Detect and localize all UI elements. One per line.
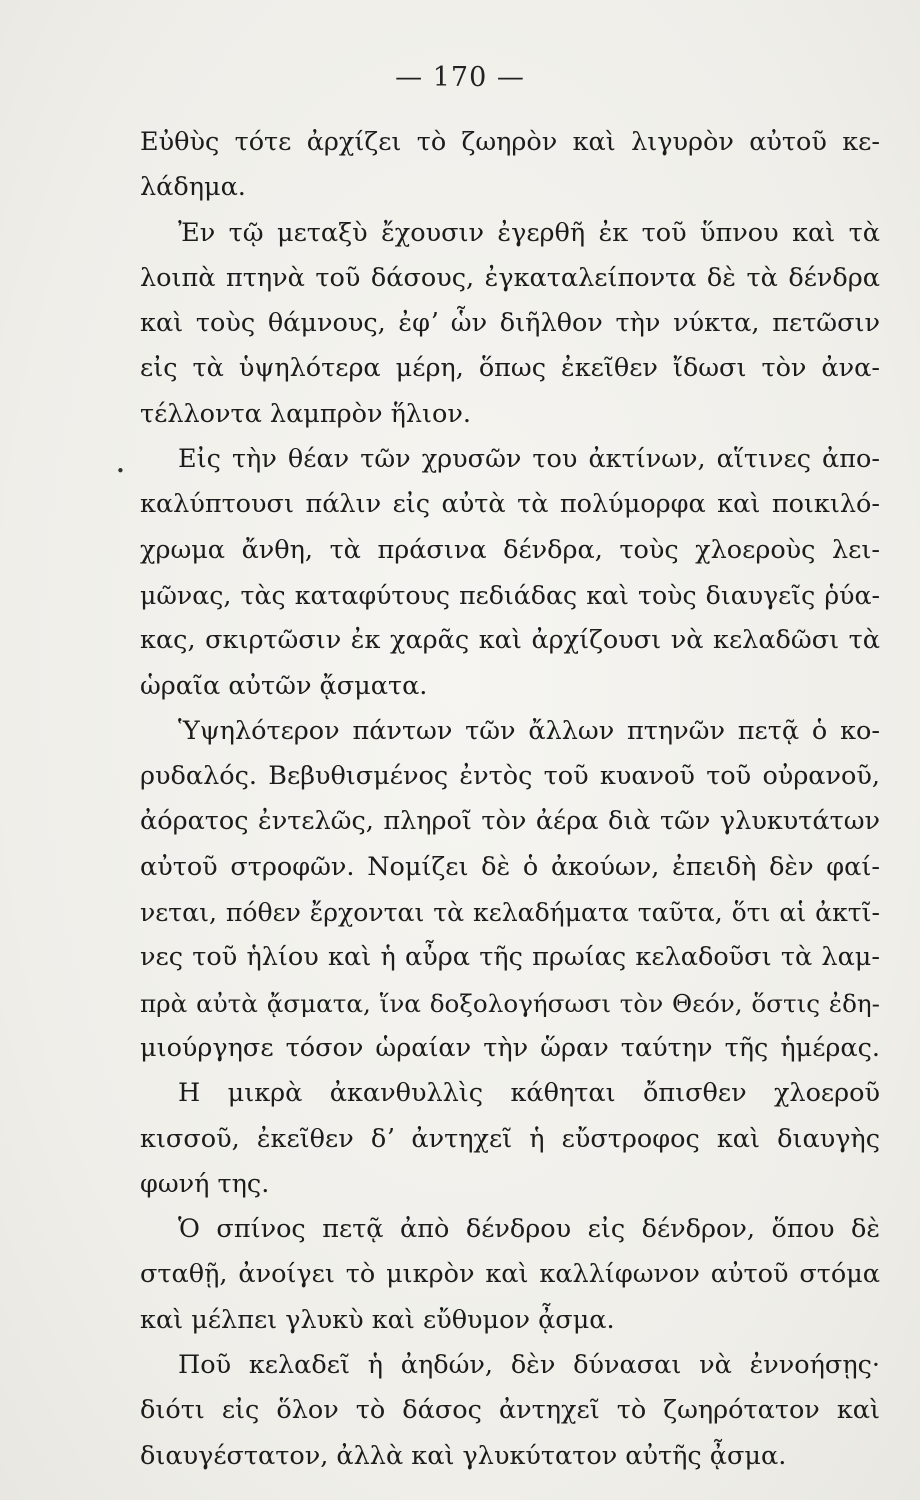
text-line: Εὐθὺς τότε ἀρχίζει τὸ ζωηρὸν καὶ λιγυρὸν αὐτοῦ κε- [140, 127, 880, 157]
text-line: αὐτοῦ στροφῶν. Νομίζει δὲ ὁ ἀκούων, ἐπειδὴ δὲν φαί- [140, 851, 880, 882]
text-line: τέλλοντα λαμπρὸν ἥλιον. [140, 398, 471, 429]
text-line: Ἐν τῷ μεταξὺ ἔχουσιν ἐγερθῆ ἐκ τοῦ ὕπνου καὶ τὰ [178, 217, 880, 248]
text-line: νες τοῦ ἡλίου καὶ ἡ αὖρα τῆς πρωίας κελαδοῦσι τὰ λαμ- [140, 942, 880, 973]
text-line: Ὁ σπίνος πετᾷ ἀπὸ δένδρου εἰς δένδρον, ὅπου δὲ [178, 1214, 880, 1245]
text-line: σταθῇ, ἀνοίγει τὸ μικρὸν καὶ καλλίφωνον αὐτοῦ στόμα [140, 1259, 880, 1290]
text-line: πρὰ αὐτὰ ᾄσματα, ἵνα δοξολογήσωσι τὸν Θεόν, ὅστις ἐδη- [140, 988, 880, 1018]
text-line: μιούργησε τόσον ὡραίαν τὴν ὥραν ταύτην τῆς ἡμέρας. [140, 1032, 880, 1063]
text-line: διότι εἰς ὅλον τὸ δάσος ἀντηχεῖ τὸ ζωηρότατον καὶ [140, 1395, 880, 1426]
text-line: λοιπὰ πτηνὰ τοῦ δάσους, ἐγκαταλείποντα δὲ τὰ δένδρα [140, 262, 880, 293]
text-line: καὶ μέλπει γλυκὺ καὶ εὔθυμον ᾆσμα. [140, 1304, 615, 1335]
text-line: μῶνας, τὰς καταφύτους πεδιάδας καὶ τοὺς διαυγεῖς ῥύα- [140, 580, 880, 610]
text-line: Ποῦ κελαδεῖ ἡ ἀηδών, δὲν δύνασαι νὰ ἐννοήσῃς· [178, 1350, 880, 1381]
text-line: ρυδαλός. Βεβυθισμένος ἐντὸς τοῦ κυανοῦ τοῦ οὐρανοῦ, [140, 761, 880, 792]
text-line: ὡραῖα αὐτῶν ᾄσματα. [140, 670, 428, 701]
paragraph [140, 120, 880, 211]
text-line: χρωμα ἄνθη, τὰ πράσινα δένδρα, τοὺς χλοεροὺς λει- [140, 534, 880, 565]
paragraph [140, 1071, 880, 1207]
text-line: Η μικρὰ ἀκανθυλλὶς κάθηται ὄπισθεν χλοεροῦ [178, 1078, 880, 1109]
margin-mark: • [116, 462, 125, 480]
text-line: Ὑψηλότερον πάντων τῶν ἄλλων πτηνῶν πετᾷ ὁ κο- [178, 715, 880, 746]
text-line: φωνή της. [140, 1168, 270, 1199]
text-line: καλύπτουσι πάλιν εἰς αὐτὰ τὰ πολύμορφα καὶ ποικιλό- [140, 489, 880, 520]
paragraph [140, 1343, 880, 1479]
body-text [140, 120, 880, 1479]
text-line: ἀόρατος ἐντελῶς, πληροῖ τὸν ἀέρα διὰ τῶν γλυκυτάτων [140, 806, 880, 837]
text-line: νεται, πόθεν ἔρχονται τὰ κελαδήματα ταῦτα, ὅτι αἱ ἀκτῖ- [140, 898, 880, 928]
paragraph [140, 211, 880, 437]
text-line: κας, σκιρτῶσιν ἐκ χαρᾶς καὶ ἀρχίζουσι νὰ κελαδῶσι τὰ [140, 625, 880, 656]
text-line: κισσοῦ, ἐκεῖθεν δʼ ἀντηχεῖ ἡ εὔστροφος καὶ διαυγὴς [140, 1123, 880, 1154]
text-line: λάδημα. [140, 172, 246, 203]
text-line: Εἰς τὴν θέαν τῶν χρυσῶν του ἀκτίνων, αἵτινες ἀπο- [178, 444, 880, 475]
text-line: διαυγέστατον, ἀλλὰ καὶ γλυκύτατον αὐτῆς ᾆσμα. [140, 1440, 787, 1471]
page-number: — 170 — [395, 62, 525, 93]
paragraph [140, 709, 880, 1071]
text-line: καὶ τοὺς θάμνους, ἐφʼ ὧν διῆλθον τὴν νύκτα, πετῶσιν [140, 308, 880, 339]
paragraph [140, 437, 880, 709]
text-line: εἰς τὰ ὑψηλότερα μέρη, ὅπως ἐκεῖθεν ἴδωσι τὸν ἀνα- [140, 353, 880, 384]
paragraph [140, 1207, 880, 1343]
